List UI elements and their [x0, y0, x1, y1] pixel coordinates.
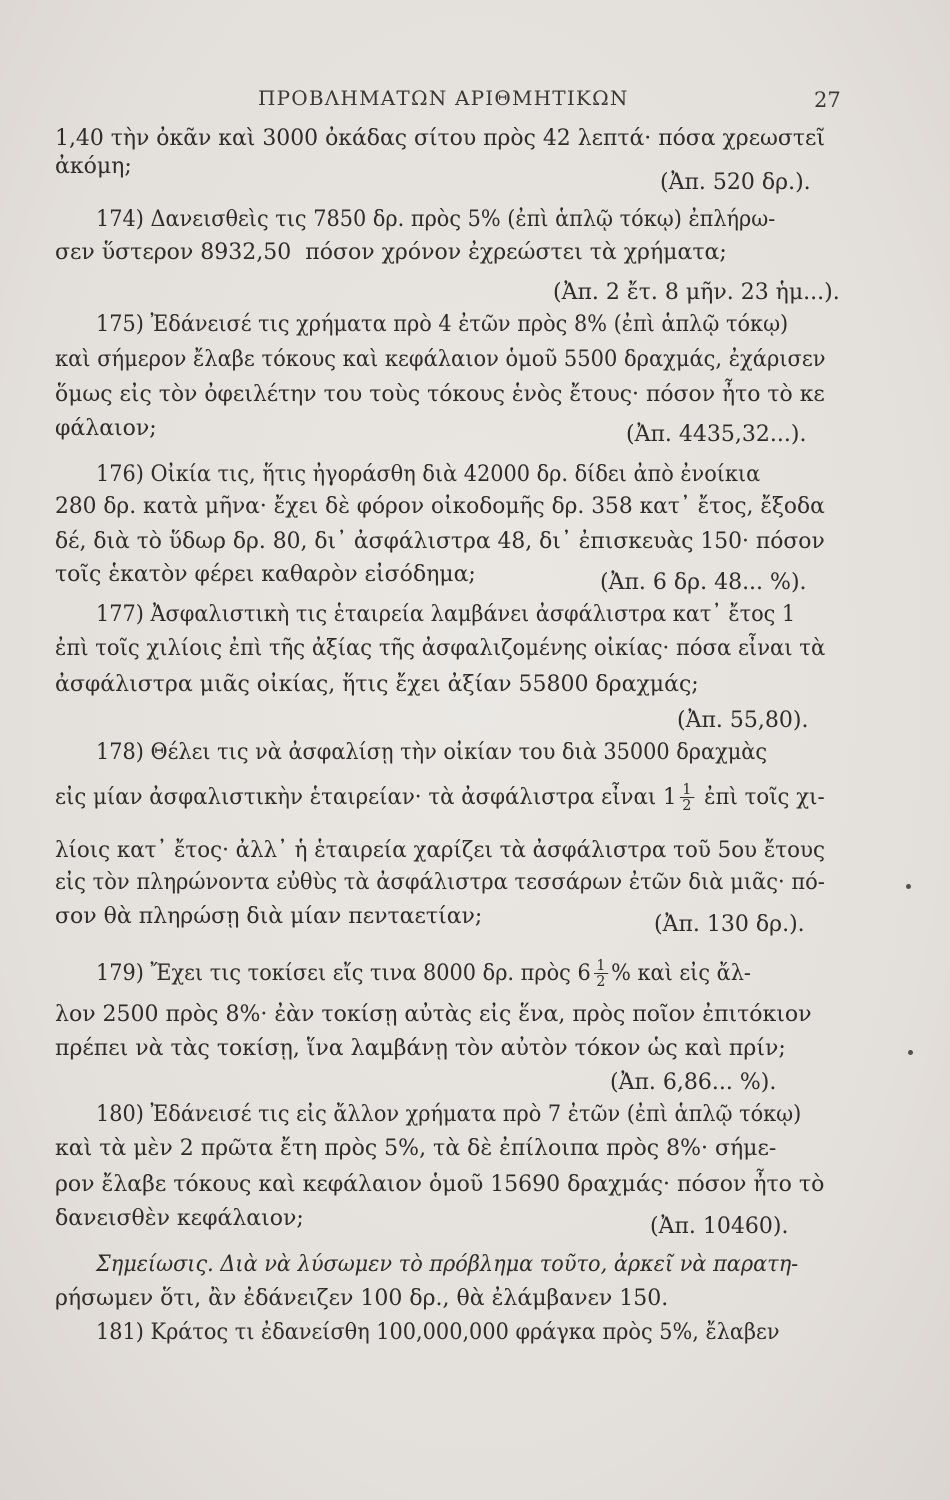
text-line: καὶ τὰ μὲν 2 πρῶτα ἔτη πρὸς 5%, τὰ δὲ ἐπίλοιπα πρὸς 8%· σήμε- — [55, 1136, 777, 1161]
text-line: λίοις κατ᾽ ἔτος· ἀλλ᾽ ἡ ἑταιρεία χαρίζει τὰ ἀσφάλιστρα τοῦ 5ου ἔτους — [55, 838, 825, 863]
text-line: εἰς μίαν ἀσφαλιστικὴν ἑταιρείαν· τὰ ἀσφάλιστρα εἶναι 1 $\frac{1}{2}$ ἐπὶ τοῖς χι- — [55, 780, 825, 814]
text-line: ρον ἔλαβε τόκους καὶ κεφάλαιον ὁμοῦ 15690 δραχμάς· πόσον ἦτο τὸ — [55, 1172, 825, 1197]
fraction-one-half: $\frac{1}{2}$ — [679, 782, 694, 813]
problem-179: 179) Ἔχει τις τοκίσει εἴς τινα 8000 δρ. πρὸς 6 $\frac{1}{2}$ % καὶ εἰς ἄλ- — [96, 956, 751, 990]
text-line: ἀσφάλιστρα μιᾶς οἰκίας, ἥτις ἔχει ἀξίαν 55800 δραχμάς; — [55, 672, 699, 697]
answer: (Ἀπ. 4435,32...). — [626, 422, 807, 447]
page-number: 27 — [814, 88, 841, 112]
text-line: σον θὰ πληρώσῃ διὰ μίαν πενταετίαν; — [55, 904, 483, 929]
text-line: εἰς τὸν πληρώνοντα εὐθὺς τὰ ἀσφάλιστρα τεσσάρων ἐτῶν διὰ μιᾶς· πό- — [55, 870, 825, 895]
text-line: πρέπει νὰ τὰς τοκίσῃ, ἵνα λαμβάνῃ τὸν αὐτὸν τόκον ὡς καὶ πρίν; — [55, 1036, 786, 1061]
problem-181: 181) Κράτος τι ἐδανείσθη 100,000,000 φράγκα πρὸς 5%, ἔλαβεν — [96, 1320, 780, 1345]
page-speck — [906, 884, 911, 889]
running-title: ΠΡΟΒΛΗΜΑΤΩΝ ΑΡΙΘΜΗΤΙΚΩΝ — [258, 86, 629, 110]
note-paragraph: Σημείωσις. Διὰ νὰ λύσωμεν τὸ πρόβλημα τοῦτο, ἀρκεῖ νὰ παρατη- — [96, 1252, 799, 1277]
text-line: λον 2500 πρὸς 8%· ἐὰν τοκίσῃ αὐτὰς εἰς ἕνα, πρὸς ποῖον ἐπιτόκιον — [55, 1002, 812, 1027]
answer: (Ἀπ. 6,86... %). — [610, 1070, 777, 1095]
text-line: τοῖς ἑκατὸν φέρει καθαρὸν εἰσόδημα; — [55, 562, 476, 587]
page-speck — [908, 1050, 913, 1055]
problem-174: 174) Δανεισθεὶς τις 7850 δρ. πρὸς 5% (ἐπὶ ἁπλῷ τόκῳ) ἐπλήρω- — [96, 207, 776, 232]
fraction-one-half: $\frac{1}{2}$ — [594, 958, 609, 989]
answer: (Ἀπ. 55,80). — [677, 708, 809, 733]
text-line: καὶ σήμερον ἔλαβε τόκους καὶ κεφάλαιον ὁμοῦ 5500 δραχμάς, ἐχάρισεν — [55, 347, 826, 372]
answer: (Ἀπ. 2 ἔτ. 8 μῆν. 23 ἡμ...). — [553, 280, 840, 305]
text-line: ρήσωμεν ὅτι, ἂν ἐδάνειζεν 100 δρ., θὰ ἐλάμβανεν 150. — [55, 1286, 669, 1311]
problem-178: 178) Θέλει τις νὰ ἀσφαλίσῃ τὴν οἰκίαν του διὰ 35000 δραχμὰς — [96, 740, 768, 765]
text-line: σεν ὕστερον 8932,50 πόσον χρόνον ἐχρεώστει τὰ χρήματα; — [55, 240, 727, 265]
answer: (Ἀπ. 6 δρ. 48... %). — [600, 570, 807, 595]
text-line: ὅμως εἰς τὸν ὀφειλέτην του τοὺς τόκους ἑνὸς ἔτους· πόσον ἦτο τὸ κε — [55, 382, 825, 407]
problem-180: 180) Ἐδάνεισέ τις εἰς ἄλλον χρήματα πρὸ 7 ἐτῶν (ἐπὶ ἁπλῷ τόκῳ) — [96, 1102, 802, 1127]
answer: (Ἀπ. 520 δρ.). — [660, 170, 811, 195]
problem-177: 177) Ἀσφαλιστικὴ τις ἑταιρεία λαμβάνει ἀσφάλιστρα κατ᾽ ἔτος 1 — [96, 602, 796, 627]
text-line: 1,40 τὴν ὀκᾶν καὶ 3000 ὀκάδας σίτου πρὸς 42 λεπτά· πόσα χρεωστεῖ — [55, 126, 825, 151]
text-line: ἀκόμη; — [55, 154, 132, 179]
text-line: 280 δρ. κατὰ μῆνα· ἔχει δὲ φόρον οἰκοδομῆς δρ. 358 κατ᾽ ἔτος, ἔξοδα — [55, 494, 825, 519]
text-line: δανεισθὲν κεφάλαιον; — [55, 1206, 304, 1231]
problem-175: 175) Ἐδάνεισέ τις χρήματα πρὸ 4 ἐτῶν πρὸς 8% (ἐπὶ ἁπλῷ τόκῳ) — [96, 312, 789, 337]
problem-176: 176) Οἰκία τις, ἥτις ἠγοράσθη διὰ 42000 δρ. δίδει ἀπὸ ἐνοίκια — [96, 462, 761, 487]
text-line: φάλαιον; — [55, 416, 157, 441]
answer: (Ἀπ. 130 δρ.). — [654, 912, 805, 937]
text-line: δέ, διὰ τὸ ὕδωρ δρ. 80, δι᾽ ἀσφάλιστρα 48, δι᾽ ἐπισκευὰς 150· πόσον — [55, 529, 825, 554]
answer: (Ἀπ. 10460). — [650, 1214, 789, 1239]
text-line: ἐπὶ τοῖς χιλίοις ἐπὶ τῆς ἀξίας τῆς ἀσφαλιζομένης οἰκίας· πόσα εἶναι τὰ — [55, 636, 826, 661]
